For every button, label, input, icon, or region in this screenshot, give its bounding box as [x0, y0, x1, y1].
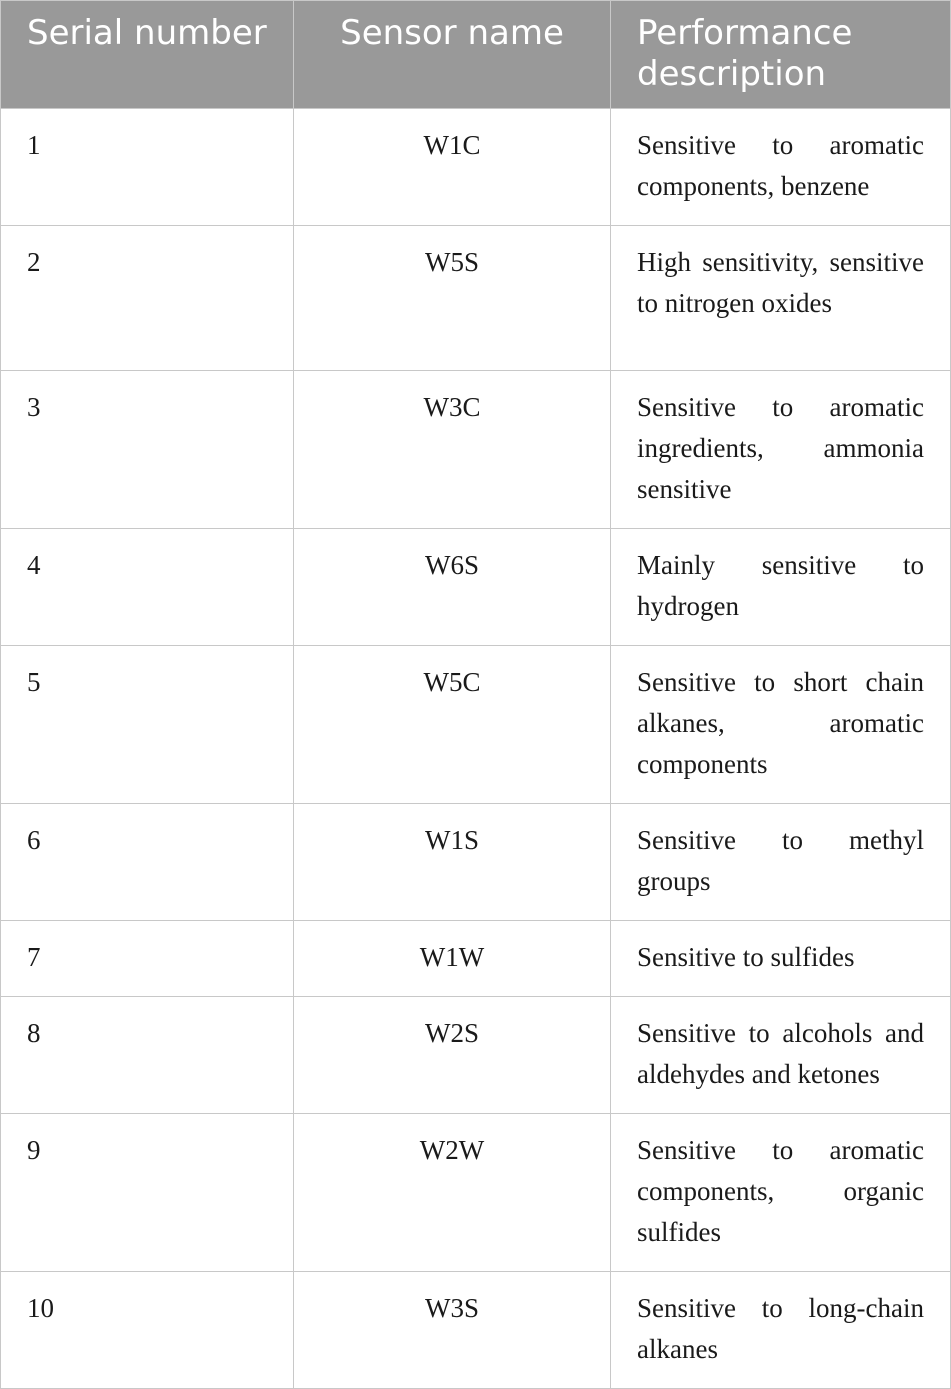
description-cell: Mainly sensitive to hydrogen: [611, 529, 951, 646]
sensor-cell: W1W: [294, 921, 611, 997]
table-row: [1, 226, 951, 371]
table-row: [1, 921, 951, 997]
sensor-cell: W2S: [294, 997, 611, 1114]
description-cell: Sensitive to methyl groups: [611, 804, 951, 921]
serial-cell: 7: [1, 921, 294, 997]
sensor-cell: W5C: [294, 646, 611, 804]
sensor-cell: W3S: [294, 1272, 611, 1389]
header-row: [1, 1, 951, 109]
header-performance-description: Performance description: [611, 1, 951, 109]
description-cell: High sensitivity, sensitive to nitrogen oxides: [611, 226, 951, 371]
serial-cell: 6: [1, 804, 294, 921]
description-cell: Sensitive to aromatic components, organic sulfides: [611, 1114, 951, 1272]
table-row: [1, 529, 951, 646]
serial-cell: 4: [1, 529, 294, 646]
table-row: [1, 646, 951, 804]
table-header: [1, 1, 951, 109]
description-cell: Sensitive to alcohols and aldehydes and ketones: [611, 997, 951, 1114]
serial-cell: 9: [1, 1114, 294, 1272]
serial-cell: 10: [1, 1272, 294, 1389]
header-sensor-name: Sensor name: [294, 1, 611, 109]
table-body: [1, 109, 951, 1389]
table-row: [1, 997, 951, 1114]
serial-cell: 1: [1, 109, 294, 226]
table-row: [1, 109, 951, 226]
sensor-cell: W1C: [294, 109, 611, 226]
serial-cell: 3: [1, 371, 294, 529]
description-cell: Sensitive to long-chain alkanes: [611, 1272, 951, 1389]
sensor-cell: W3C: [294, 371, 611, 529]
serial-cell: 8: [1, 997, 294, 1114]
serial-cell: 5: [1, 646, 294, 804]
sensor-cell: W5S: [294, 226, 611, 371]
table-row: [1, 371, 951, 529]
sensor-cell: W1S: [294, 804, 611, 921]
description-cell: Sensitive to aromatic ingredients, ammonia sensitive: [611, 371, 951, 529]
description-cell: Sensitive to short chain alkanes, aromatic components: [611, 646, 951, 804]
table-row: [1, 804, 951, 921]
table-row: [1, 1272, 951, 1389]
header-serial-number: Serial number: [1, 1, 294, 109]
description-cell: Sensitive to sulfides: [611, 921, 951, 997]
table-row: [1, 1114, 951, 1272]
serial-cell: 2: [1, 226, 294, 371]
sensor-cell: W2W: [294, 1114, 611, 1272]
description-cell: Sensitive to aromatic components, benzene: [611, 109, 951, 226]
sensor-cell: W6S: [294, 529, 611, 646]
